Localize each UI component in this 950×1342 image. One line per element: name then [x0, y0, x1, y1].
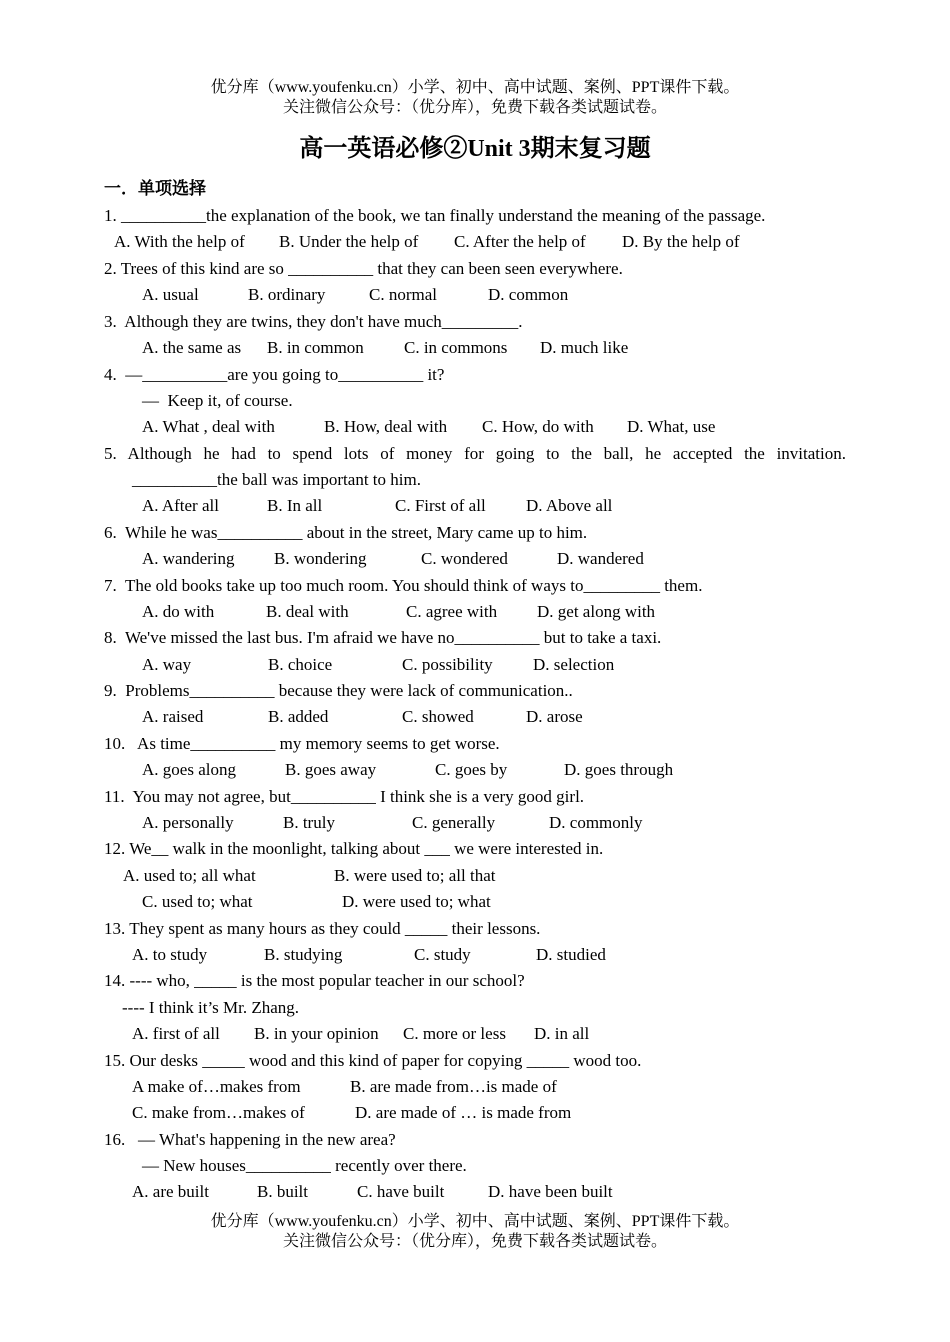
q10-option-c: C. goes by: [435, 760, 508, 779]
q4-option-b: B. How, deal with: [324, 417, 448, 436]
question-4-reply: — Keep it, of course.: [142, 391, 293, 410]
q8-option-d: D. selection: [533, 655, 615, 674]
q4-option-c: C. How, do with: [482, 417, 594, 436]
question-3-stem: 3. Although they are twins, they don't have much_________.: [104, 312, 523, 331]
q13-option-c: C. study: [414, 945, 471, 964]
q6-option-a: A. wandering: [142, 549, 235, 568]
q8-option-b: B. choice: [268, 655, 333, 674]
q1-option-c: C. After the help of: [454, 232, 586, 251]
q9-option-b: B. added: [268, 707, 329, 726]
q2-option-a: A. usual: [142, 285, 199, 304]
q2-option-d: D. common: [488, 285, 569, 304]
q6-option-d: D. wandered: [557, 549, 644, 568]
q14-option-b: B. in your opinion: [254, 1024, 379, 1043]
footer-line-1: 优分库（www.youfenku.cn）小学、初中、高中试题、案例、PPT课件下载。: [210, 1213, 740, 1230]
q14-option-a: A. first of all: [132, 1024, 220, 1043]
q16-option-a: A. are built: [132, 1182, 209, 1201]
q15-option-a: A make of…makes from: [132, 1077, 301, 1096]
q16-option-d: D. have been built: [488, 1182, 613, 1201]
page-title: 高一英语必修②Unit 3期末复习题: [299, 136, 651, 162]
q1-option-b: B. Under the help of: [279, 232, 419, 251]
question-13-stem: 13. They spent as many hours as they could _____ their lessons.: [104, 919, 541, 938]
header-line-2: 关注微信公众号：（优分库），免费下载各类试题试卷。: [282, 99, 667, 116]
q11-option-c: C. generally: [412, 813, 496, 832]
question-16-reply: — New houses__________ recently over there.: [142, 1156, 467, 1175]
q15-option-b: B. are made from…is made of: [350, 1077, 557, 1096]
q10-option-a: A. goes along: [142, 760, 236, 779]
question-10-stem: 10. As time__________ my memory seems to get worse.: [104, 734, 500, 753]
question-5-continuation: __________the ball was important to him.: [132, 470, 421, 489]
q13-option-b: B. studying: [264, 945, 343, 964]
question-15-stem: 15. Our desks _____ wood and this kind of paper for copying _____ wood too.: [104, 1051, 642, 1070]
q8-option-c: C. possibility: [402, 655, 493, 674]
question-9-stem: 9. Problems__________ because they were lack of communication..: [104, 681, 573, 700]
question-11-stem: 11. You may not agree, but__________ I think she is a very good girl.: [104, 787, 585, 806]
q7-option-a: A. do with: [142, 602, 215, 621]
q10-option-d: D. goes through: [564, 760, 674, 779]
q9-option-c: C. showed: [402, 707, 474, 726]
q11-option-d: D. commonly: [549, 813, 643, 832]
question-2-stem: 2. Trees of this kind are so __________ that they can been seen everywhere.: [104, 259, 623, 278]
question-14-stem: 14. ---- who, _____ is the most popular teacher in our school?: [104, 971, 525, 990]
q9-option-a: A. raised: [142, 707, 204, 726]
q16-option-c: C. have built: [357, 1182, 445, 1201]
q10-option-b: B. goes away: [285, 760, 377, 779]
q3-option-d: D. much like: [540, 338, 629, 357]
q3-option-c: C. in commons: [404, 338, 508, 357]
q4-option-a: A. What , deal with: [142, 417, 275, 436]
q11-option-a: A. personally: [142, 813, 234, 832]
footer-line-2: 关注微信公众号：（优分库），免费下载各类试题试卷。: [282, 1233, 667, 1250]
q14-option-c: C. more or less: [403, 1024, 506, 1043]
q6-option-b: B. wondering: [274, 549, 367, 568]
q3-option-b: B. in common: [267, 338, 364, 357]
q2-option-b: B. ordinary: [248, 285, 326, 304]
q2-option-c: C. normal: [369, 285, 437, 304]
question-14-reply: ---- I think it’s Mr. Zhang.: [122, 998, 300, 1017]
q4-option-d: D. What, use: [627, 417, 716, 436]
question-12-stem: 12. We__ walk in the moonlight, talking about ___ we were interested in.: [104, 839, 604, 858]
header-line-1: 优分库（www.youfenku.cn）小学、初中、高中试题、案例、PPT课件下载。: [210, 79, 740, 96]
q5-option-d: D. Above all: [526, 496, 613, 515]
q7-option-d: D. get along with: [537, 602, 656, 621]
q14-option-d: D. in all: [534, 1024, 590, 1043]
q12-option-a: A. used to; all what: [123, 866, 256, 885]
question-7-stem: 7. The old books take up too much room. You should think of ways to_________ them.: [104, 576, 703, 595]
q7-option-c: C. agree with: [406, 602, 498, 621]
q9-option-d: D. arose: [526, 707, 583, 726]
q5-option-c: C. First of all: [395, 496, 486, 515]
q7-option-b: B. deal with: [266, 602, 349, 621]
q12-option-c: C. used to; what: [142, 892, 253, 911]
q16-option-b: B. built: [257, 1182, 309, 1201]
question-8-stem: 8. We've missed the last bus. I'm afraid we have no__________ but to take a taxi.: [104, 628, 662, 647]
section-heading: 一．单项选择: [104, 179, 206, 198]
q15-option-d: D. are made of … is made from: [355, 1103, 572, 1122]
q5-option-a: A. After all: [142, 496, 219, 515]
question-5-stem: 5. Although he had to spend lots of money for going to the ball, he accepted the invitation.: [104, 444, 846, 463]
q5-option-b: B. In all: [267, 496, 323, 515]
q13-option-d: D. studied: [536, 945, 606, 964]
question-16-stem: 16. — What's happening in the new area?: [104, 1130, 396, 1149]
q11-option-b: B. truly: [283, 813, 335, 832]
q1-option-a: A. With the help of: [114, 232, 245, 251]
q12-option-b: B. were used to; all that: [334, 866, 496, 885]
q3-option-a: A. the same as: [142, 338, 242, 357]
q12-option-d: D. were used to; what: [342, 892, 491, 911]
q8-option-a: A. way: [142, 655, 192, 674]
q13-option-a: A. to study: [132, 945, 208, 964]
q6-option-c: C. wondered: [421, 549, 508, 568]
question-4-stem: 4. —__________are you going to__________ it?: [104, 365, 445, 384]
q15-option-c: C. make from…makes of: [132, 1103, 305, 1122]
question-1-stem: 1. __________the explanation of the book, we tan finally understand the meaning of the passage.: [104, 206, 766, 225]
q1-option-d: D. By the help of: [622, 232, 740, 251]
question-6-stem: 6. While he was__________ about in the street, Mary came up to him.: [104, 523, 588, 542]
